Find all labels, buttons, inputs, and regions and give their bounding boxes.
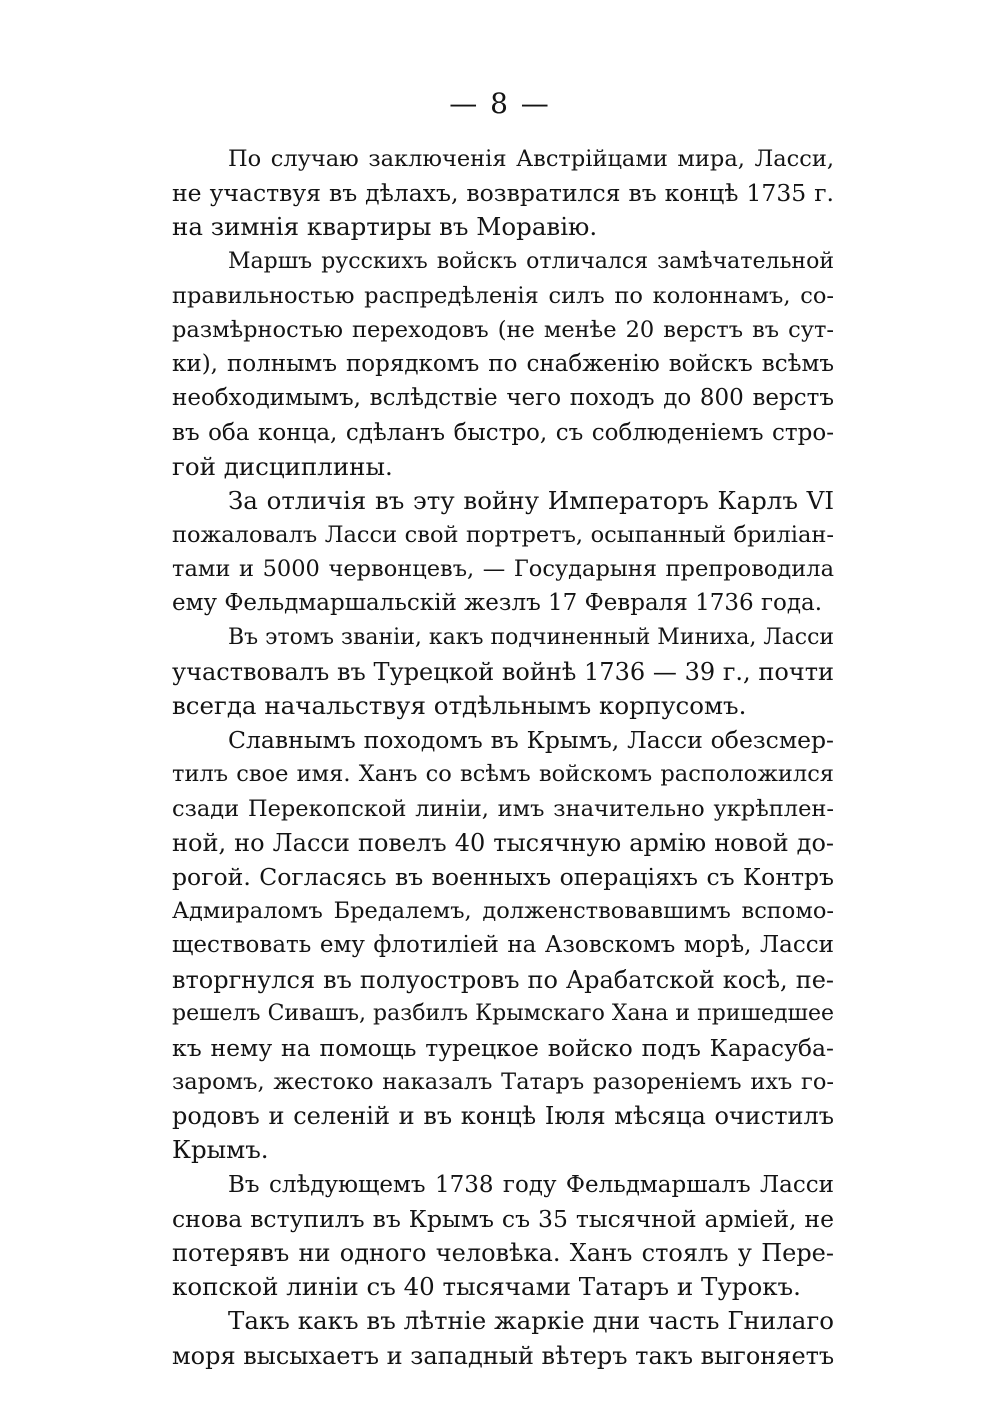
text-line: пожаловалъ Ласси свой портретъ, осыпанный бриліан- xyxy=(172,522,834,549)
text-line: ему Фельдмаршальскій жезлъ 17 Февраля 1736 года. xyxy=(172,590,823,617)
body-text xyxy=(172,142,834,1373)
text-line: снова вступилъ въ Крымъ съ 35 тысячной арміей, не xyxy=(172,1204,834,1233)
text-line: копской линіи съ 40 тысячами Татаръ и Турокъ. xyxy=(172,1272,801,1302)
text-line: вторгнулся въ полуостровъ по Арабатской косѣ, пе- xyxy=(172,965,834,994)
text-line: всегда начальствуя отдѣльнымъ корпусомъ. xyxy=(172,691,747,720)
text-line: потерявъ ни одного человѣка. Ханъ стоялъ у Пере- xyxy=(172,1239,834,1267)
text-line: моря высыхаетъ и западный вѣтеръ такъ выгоняетъ xyxy=(172,1341,834,1370)
text-line: Адмираломъ Бредалемъ, долженствовавшимъ вспомо- xyxy=(172,898,834,925)
text-line: Въ этомъ званіи, какъ подчиненный Миниха, Ласси xyxy=(228,624,834,650)
text-line: гой дисциплины. xyxy=(172,451,393,481)
text-line: ки), полнымъ порядкомъ по снабженію войскъ всѣмъ xyxy=(172,351,834,378)
text-line: сзади Перекопской линіи, имъ значительно укрѣплен- xyxy=(172,795,834,822)
text-line: ществовать ему флотиліей на Азовскомъ морѣ, Ласси xyxy=(172,932,834,959)
text-line: решелъ Сивашъ, разбилъ Крымскаго Хана и пришедшее xyxy=(172,1000,834,1026)
text-line: правильностью распредѣленія силъ по колоннамъ, со- xyxy=(172,282,834,309)
text-line: Въ слѣдующемъ 1738 году Фельдмаршалъ Ласси xyxy=(228,1171,834,1198)
text-line: въ оба конца, сдѣланъ быстро, съ соблюденіемъ стро- xyxy=(172,419,834,446)
text-line: За отличія въ эту войну Императоръ Карлъ VI xyxy=(228,485,834,515)
text-line: ной, но Ласси повелъ 40 тысячную армію новой до- xyxy=(172,828,834,857)
text-line: родовъ и селеній и въ концѣ Іюля мѣсяца очистилъ xyxy=(172,1102,834,1131)
page-number: — 8 — xyxy=(449,87,551,120)
text-line: Маршъ русскихъ войскъ отличался замѣчательной xyxy=(228,248,834,274)
text-line: Крымъ. xyxy=(172,1135,269,1165)
text-line: не участвуя въ дѣлахъ, возвратился въ концѣ 1735 г. xyxy=(172,179,834,208)
text-line: По случаю заключенія Австрійцами мира, Ласси, xyxy=(228,146,834,172)
text-line: размѣрностью переходовъ (не менѣе 20 верстъ въ сут- xyxy=(172,316,834,343)
text-line: къ нему на помощь турецкое войско подъ Карасуба- xyxy=(172,1033,834,1062)
text-line: Такъ какъ въ лѣтніе жаркіе дни часть Гнилаго xyxy=(228,1306,834,1336)
text-line: Славнымъ походомъ въ Крымъ, Ласси обезсмер- xyxy=(228,726,834,755)
text-line: на зимнія квартиры въ Моравію. xyxy=(172,212,598,242)
text-line: тами и 5000 червонцевъ, — Государыня препроводила xyxy=(172,556,834,583)
text-line: рогой. Согласясь въ военныхъ операціяхъ съ Контръ xyxy=(172,862,834,891)
text-line: участвовалъ въ Турецкой войнѣ 1736 — 39 г., почти xyxy=(172,657,834,686)
text-line: заромъ, жестоко наказалъ Татаръ разореніемъ ихъ го- xyxy=(172,1069,834,1096)
text-line: тилъ свое имя. Ханъ со всѣмъ войскомъ расположился xyxy=(172,761,834,788)
text-line: необходимымъ, вслѣдствіе чего походъ до 800 верстъ xyxy=(172,385,834,412)
